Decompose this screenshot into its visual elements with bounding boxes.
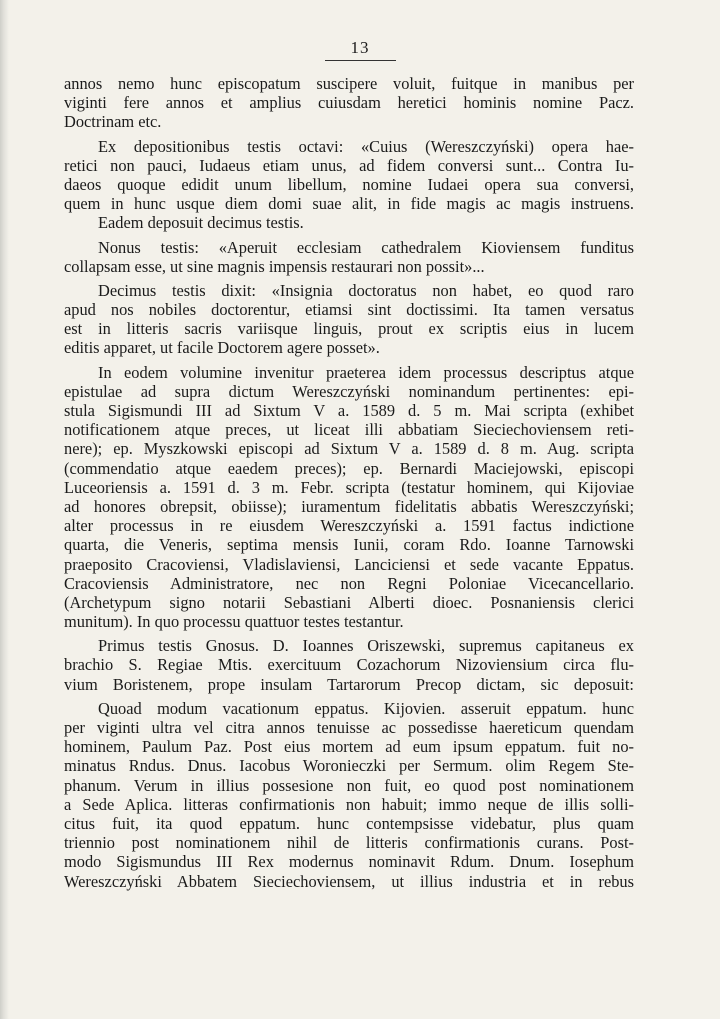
text-line: Nonus testis: «Aperuit ecclesiam cathedralem Kioviensem funditus [98,237,634,257]
text-line: editis apparet, ut facile Doctorem agere posset». [64,338,380,358]
text-line: Doctrinam etc. [64,112,162,132]
paragraph [64,74,634,132]
scan-edge [0,0,9,1019]
text-line: per viginti ultra vel citra annos tenuisse ac possedisse haereticum quendam [64,718,634,737]
body-text [64,74,634,891]
page-header [0,38,720,61]
text-line: In eodem volumine invenitur praeterea idem processus descriptus atque [98,362,634,382]
text-line: quarta, die Veneris, septima mensis Iunii, coram Rdo. Ioanne Tarnowski [64,535,634,555]
text-line: alter processus in re eiusdem Wereszczyński a. 1591 factus indictione [64,516,634,536]
text-line: Wereszczyński Abbatem Sieciechoviensem, ut illius industria et in rebus [64,871,634,891]
text-line: nere); ep. Myszkowski episcopi ad Sixtum V a. 1589 d. 8 m. Aug. scripta [64,439,634,459]
text-line: collapsam esse, ut sine magnis impensis restaurari non possit»... [64,256,485,276]
text-line: phanum. Verum in illius possesione non fuit, eo quod post nominationem [64,775,634,795]
paragraph [64,363,634,632]
text-line: Ex depositionibus testis octavi: «Cuius (Wereszczyński) opera hae- [98,136,634,156]
page-number: 13 [325,38,396,61]
text-line: brachio S. Regiae Mtis. exercituum Cozachorum Nizoviensium circa flu- [64,655,634,675]
text-line: ad honores obrepsit, obiisse); iuramentum fidelitatis abbatis Wereszczyński; [64,496,634,516]
text-line: Quoad modum vacationum eppatus. Kijovien. asseruit eppatum. hunc [98,698,634,718]
text-line: citus fuit, ita quod eppatum. hunc contempsisse videbatur, plus quam [64,813,634,833]
text-line: Primus testis Gnosus. D. Ioannes Oriszewski, supremus capitaneus ex [98,636,634,656]
text-line: stula Sigismundi III ad Sixtum V a. 1589 d. 5 m. Mai scripta (exhibet [64,401,634,420]
text-line: quem in hunc usque diem domi suae alit, in fide magis ac magis instruens. [64,194,634,214]
text-line: munitum). In quo processu quattuor testes testantur. [64,612,404,632]
text-line: viginti fere annos et amplius cuiusdam heretici hominis nomine Pacz. [64,93,634,113]
text-line: minatus Rndus. Dnus. Iacobus Woronieczki per Sermum. olim Regem Ste- [64,756,634,776]
text-line: est in litteris sacris variisque linguis, prout ex scriptis eius in lucem [64,319,634,339]
text-line: notificationem atque preces, ut liceat illi abbatiam Sieciechoviensem reti- [64,420,634,440]
text-line: retici non pauci, Iudaeus etiam unus, ad fidem conversi sunt... Contra Iu- [64,155,634,175]
text-line: vium Boristenem, prope insulam Tartarorum Precop dictam, sic deposuit: [64,674,634,694]
text-line: daeos quoque edidit unum libellum, nomine Iudaei opera sua conversi, [64,174,634,194]
text-line: modo Sigismundus III Rex modernus nominavit Rdum. Dnum. Iosephum [64,852,634,872]
text-line: epistulae ad supra dictum Wereszczyński nominandum pertinentes: epi- [64,381,634,401]
text-line: (commendatio atque eaedem preces); ep. Bernardi Maciejowski, episcopi [64,458,634,478]
paragraph [64,699,634,891]
paragraph [64,636,634,694]
text-line: Eadem deposuit decimus testis. [98,213,304,233]
text-line: a Sede Aplica. litteras confirmationis non habuit; immo neque de illis solli- [64,794,634,814]
text-line: triennio post nominationem nihil de litteris confirmationis curans. Post- [64,833,634,853]
text-line: (Archetypum signo notarii Sebastiani Alberti dioec. Posnaniensis clerici [64,592,634,612]
text-line: apud nos nobiles doctorentur, etiamsi sint doctissimi. Ita tamen versatus [64,300,634,320]
text-line: praeposito Cracoviensi, Vladislaviensi, Lanciciensi et sede vacante Eppatus. [64,554,634,574]
paragraph [64,281,634,358]
text-line: Decimus testis dixit: «Insignia doctoratus non habet, eo quod raro [98,280,634,300]
text-line: annos nemo hunc episcopatum suscipere voluit, fuitque in manibus per [64,74,634,93]
text-line: Cracoviensis Administratore, nec non Regni Poloniae Vicecancellario. [64,573,634,593]
text-line: Luceoriensis a. 1591 d. 3 m. Febr. scripta (testatur hominem, qui Kijoviae [64,477,634,497]
text-line: hominem, Paulum Paz. Post eius mortem ad eum ipsum eppatum. fuit no- [64,737,634,757]
paragraph [64,213,634,232]
paragraph [64,238,634,276]
paragraph [64,137,634,214]
